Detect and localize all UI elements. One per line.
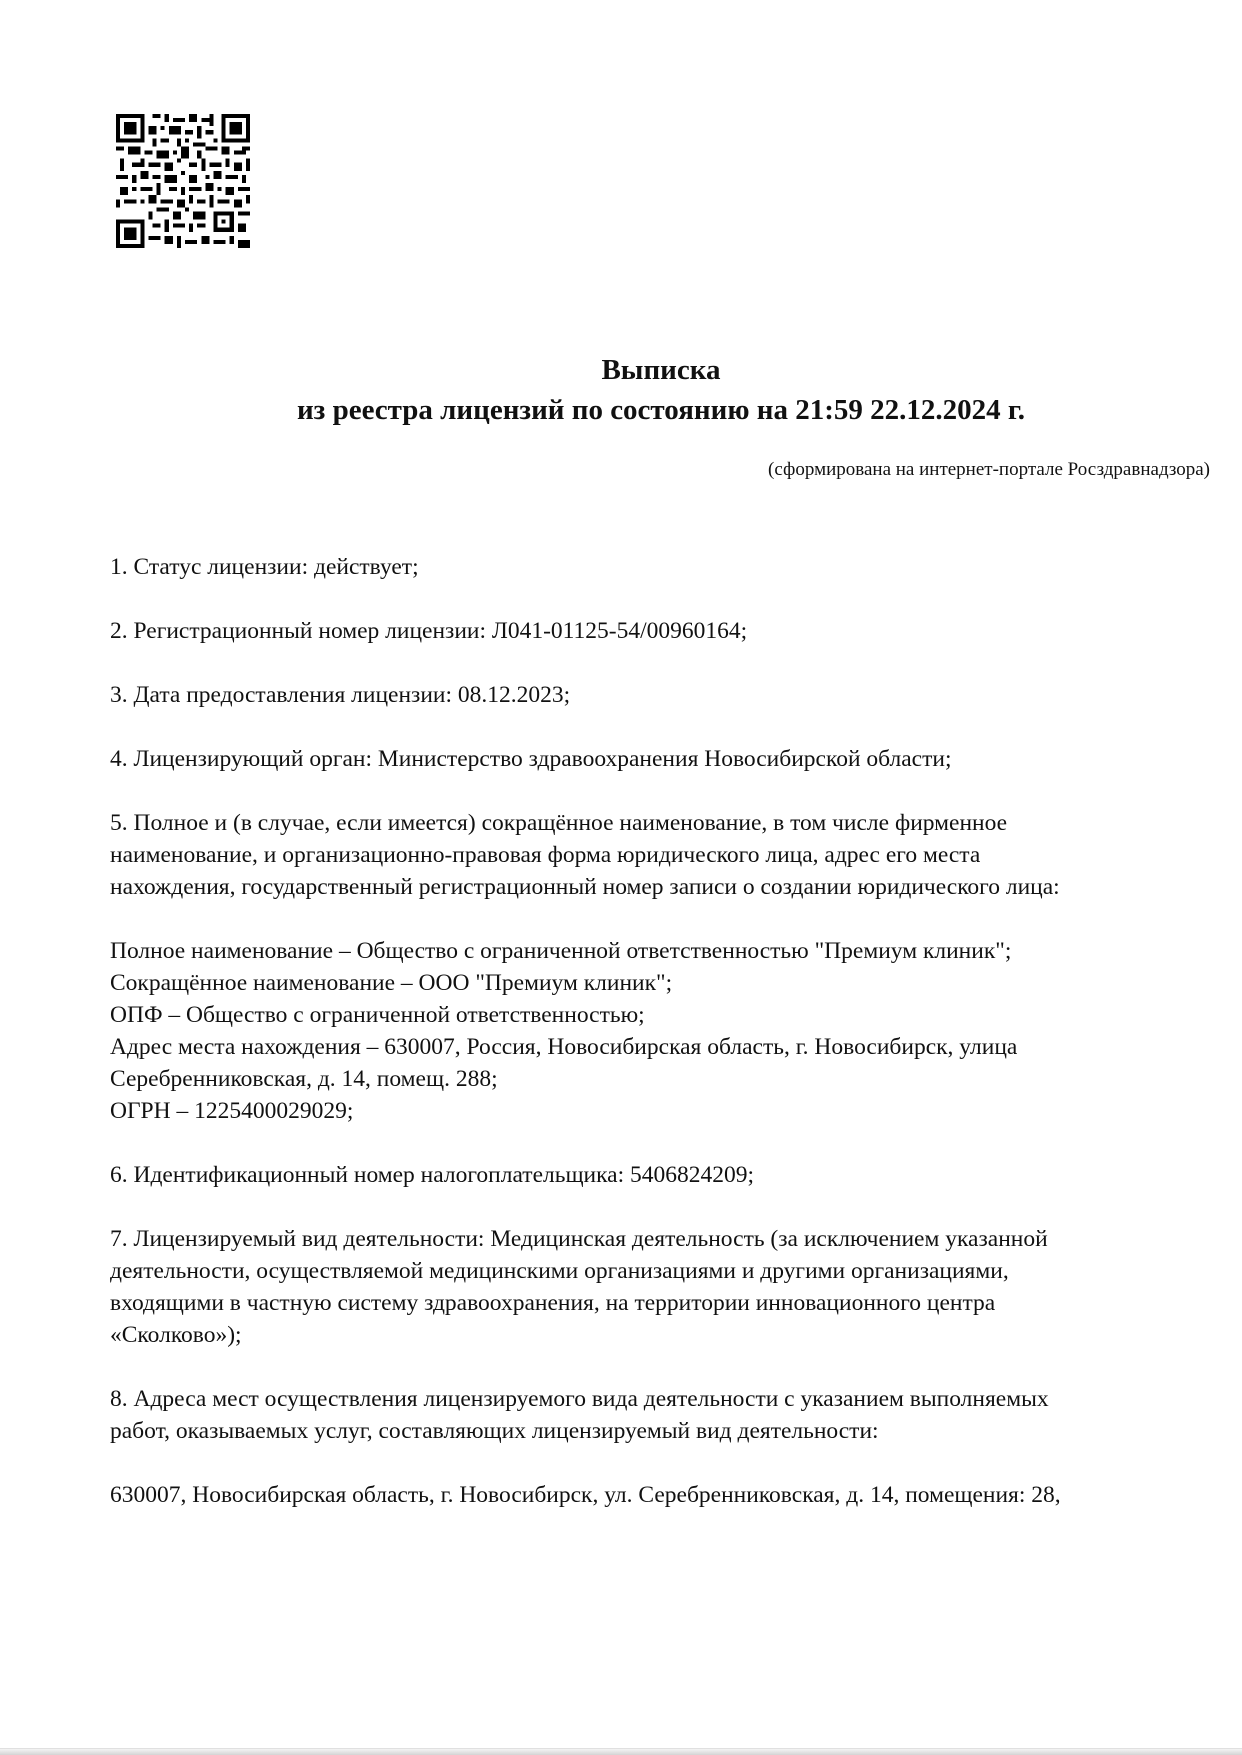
full-name: Полное наименование – Общество с ограниченной ответственностью "Премиум клиник"; (110, 938, 1012, 964)
title-line-2: из реестра лицензий по состоянию на 21:59 22.12.2024 г. (296, 394, 1026, 426)
item-text-line: входящими в частную систему здравоохранения, на территории инновационного центра (110, 1290, 996, 1316)
activity-address: 630007, Новосибирская область, г. Новосибирск, ул. Серебренниковская, д. 14, помещения: 28, (110, 1482, 1061, 1508)
item-activity-addresses (110, 1383, 1202, 1511)
address-line-2: Серебренниковская, д. 14, помещ. 288; (110, 1066, 498, 1092)
item-legal-entity (110, 807, 1202, 1127)
item-licensing-authority: 4. Лицензирующий орган: Министерство здравоохранения Новосибирской области; (110, 746, 952, 772)
item-text-line: работ, оказываемых услуг, составляющих лицензируемый вид деятельности: (110, 1418, 879, 1444)
item-text-line: деятельности, осуществляемой медицинскими организациями и другими организациями, (110, 1258, 1009, 1284)
item-text-line: 7. Лицензируемый вид деятельности: Медицинская деятельность (за исключением указанной (110, 1226, 1048, 1252)
source-note: (сформирована на интернет-портале Росздравнадзора) (768, 459, 1210, 480)
item-text-line: наименование, и организационно-правовая форма юридического лица, адрес его места (110, 842, 981, 868)
page-edge-divider (0, 1748, 1242, 1755)
short-name: Сокращённое наименование – ООО "Премиум клиник"; (110, 970, 673, 996)
item-license-status: 1. Статус лицензии: действует; (110, 554, 419, 580)
title-line-1: Выписка (601, 354, 721, 386)
item-text-line: «Сколково»); (110, 1322, 242, 1348)
item-issue-date: 3. Дата предоставления лицензии: 08.12.2023; (110, 682, 571, 708)
item-activity-type (110, 1223, 1202, 1351)
address-line-1: Адрес места нахождения – 630007, Россия, Новосибирская область, г. Новосибирск, улица (110, 1034, 1018, 1060)
item-text-line: 5. Полное и (в случае, если имеется) сокращённое наименование, в том числе фирменное (110, 810, 1008, 836)
document-title (0, 350, 1242, 430)
ogrn: ОГРН – 1225400029029; (110, 1098, 354, 1124)
item-text-line: 8. Адреса мест осуществления лицензируемого вида деятельности с указанием выполняемых (110, 1386, 1049, 1412)
document-body (110, 551, 1202, 1511)
item-text-line: нахождения, государственный регистрационный номер записи о создании юридического лица: (110, 874, 1060, 900)
qr-code-icon (116, 114, 250, 248)
item-registration-number: 2. Регистрационный номер лицензии: Л041-01125-54/00960164; (110, 618, 748, 644)
item-inn: 6. Идентификационный номер налогоплательщика: 5406824209; (110, 1162, 755, 1188)
legal-form: ОПФ – Общество с ограниченной ответственностью; (110, 1002, 645, 1028)
